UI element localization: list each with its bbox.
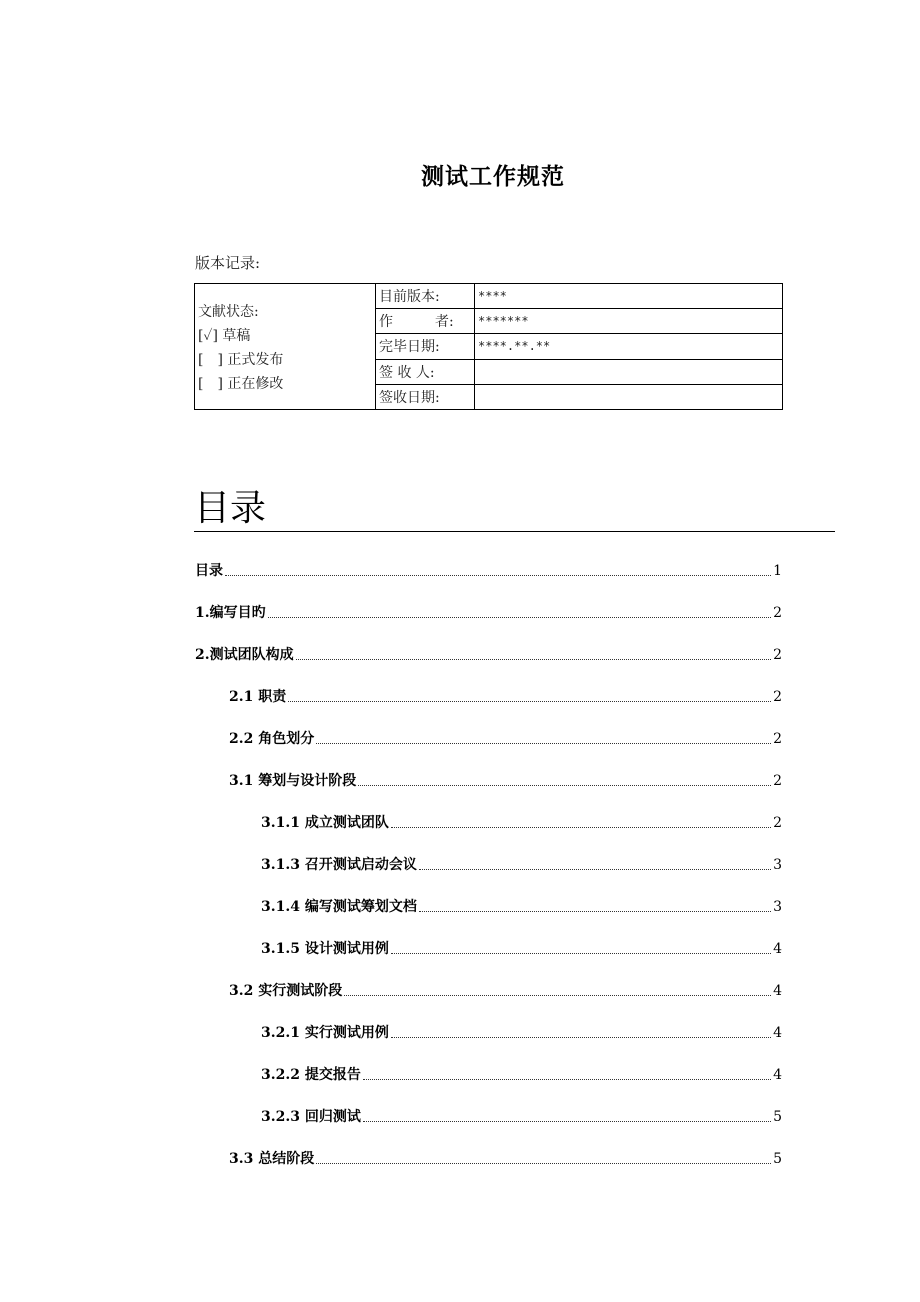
- toc-entry-title: 2.1 职责: [229, 689, 287, 705]
- toc-entry-title: 2.2 角色划分: [229, 731, 315, 747]
- toc-entry[interactable]: [261, 812, 782, 832]
- toc-entry[interactable]: [195, 602, 782, 622]
- toc-leader-dots: [268, 617, 771, 618]
- document-title: 测试工作规范: [421, 163, 565, 190]
- toc-entry-title: 1.编写目旳: [195, 605, 266, 621]
- toc-entry-page: 1: [773, 563, 782, 579]
- toc-leader-dots: [363, 1121, 771, 1122]
- toc-entry-page: 2: [773, 647, 782, 663]
- toc-leader-dots: [296, 659, 771, 660]
- toc-entry[interactable]: [229, 686, 782, 706]
- toc-leader-dots: [344, 995, 771, 996]
- toc-entry[interactable]: [261, 854, 782, 874]
- toc-entry-page: 3: [773, 857, 782, 873]
- document-status-title: 文献状态:: [198, 304, 259, 320]
- version-table: [194, 283, 783, 410]
- toc-divider: [194, 531, 835, 532]
- status-checkbox: [ ]: [198, 376, 223, 392]
- toc-leader-dots: [358, 785, 771, 786]
- status-option-draft: [198, 324, 372, 348]
- toc-entry[interactable]: [261, 896, 782, 916]
- toc-entry[interactable]: [261, 1022, 782, 1042]
- status-option-published: [198, 348, 372, 372]
- toc-leader-dots: [316, 743, 771, 744]
- toc-leader-dots: [316, 1163, 771, 1164]
- toc-entry[interactable]: [261, 938, 782, 958]
- toc-entry-page: 4: [773, 1067, 782, 1083]
- toc-heading: 目录: [194, 488, 267, 529]
- toc-entry-page: 4: [773, 983, 782, 999]
- toc-entry-title: 3.1 筹划与设计阶段: [229, 773, 357, 789]
- toc-entry[interactable]: [195, 644, 782, 664]
- toc-entry-title: 2.测试团队构成: [195, 647, 294, 663]
- field-label-completion-date: 完毕日期:: [376, 334, 475, 359]
- field-value-author: *******: [475, 309, 783, 334]
- toc-leader-dots: [391, 953, 771, 954]
- toc-entry[interactable]: [261, 1064, 782, 1084]
- toc-entry-title: 3.1.1 成立测试团队: [261, 815, 389, 831]
- toc-entry[interactable]: [229, 1148, 782, 1168]
- toc-leader-dots: [225, 575, 771, 576]
- toc-entry-title: 3.2.2 提交报告: [261, 1067, 361, 1083]
- status-checkbox: [ ]: [198, 352, 223, 368]
- toc-entry-title: 3.2.1 实行测试用例: [261, 1025, 389, 1041]
- status-label: 正式发布: [227, 352, 284, 368]
- toc-entry[interactable]: [229, 728, 782, 748]
- field-label-recipient: 签 收 人:: [376, 359, 475, 384]
- document-status-cell: [195, 284, 376, 410]
- toc-leader-dots: [363, 1079, 771, 1080]
- toc-entry[interactable]: [229, 980, 782, 1000]
- field-value-current-version: ****: [475, 284, 783, 309]
- toc-entry-title: 3.1.3 召开测试启动会议: [261, 857, 417, 873]
- toc-entry-title: 3.1.4 编写测试筹划文档: [261, 899, 417, 915]
- toc-leader-dots: [391, 1037, 771, 1038]
- toc-leader-dots: [419, 869, 771, 870]
- toc-leader-dots: [288, 701, 771, 702]
- toc-leader-dots: [391, 827, 771, 828]
- field-value-recipient: [475, 359, 783, 384]
- field-label-receipt-date: 签收日期:: [376, 384, 475, 409]
- toc-entry-title: 3.3 总结阶段: [229, 1151, 315, 1167]
- toc-entry-page: 2: [773, 731, 782, 747]
- field-label-author: 作 者:: [376, 309, 475, 334]
- toc-entry[interactable]: [261, 1106, 782, 1126]
- toc-entry[interactable]: [195, 560, 782, 580]
- toc-entry-page: 4: [773, 1025, 782, 1041]
- toc-entry-title: 3.2.3 回归测试: [261, 1109, 361, 1125]
- version-record-label: 版本记录:: [195, 254, 261, 272]
- toc-entry-page: 4: [773, 941, 782, 957]
- field-value-receipt-date: [475, 384, 783, 409]
- toc-entry-title: 3.2 实行测试阶段: [229, 983, 343, 999]
- toc-entry-page: 2: [773, 605, 782, 621]
- toc-entry-page: 3: [773, 899, 782, 915]
- toc-entry[interactable]: [229, 770, 782, 790]
- toc-entry-page: 2: [773, 773, 782, 789]
- toc-entry-page: 2: [773, 689, 782, 705]
- status-label: 正在修改: [227, 376, 284, 392]
- status-checkbox: [✓]: [198, 328, 218, 344]
- status-option-revising: [198, 372, 372, 396]
- status-label: 草稿: [222, 328, 251, 344]
- toc-entry-title: 3.1.5 设计测试用例: [261, 941, 389, 957]
- toc-entry-page: 2: [773, 815, 782, 831]
- toc-entry-title: 目录: [195, 563, 223, 579]
- toc-entry-page: 5: [773, 1109, 782, 1125]
- field-value-completion-date: ****.**.**: [475, 334, 783, 359]
- toc-leader-dots: [419, 911, 771, 912]
- toc-entry-page: 5: [773, 1151, 782, 1167]
- field-label-current-version: 目前版本:: [376, 284, 475, 309]
